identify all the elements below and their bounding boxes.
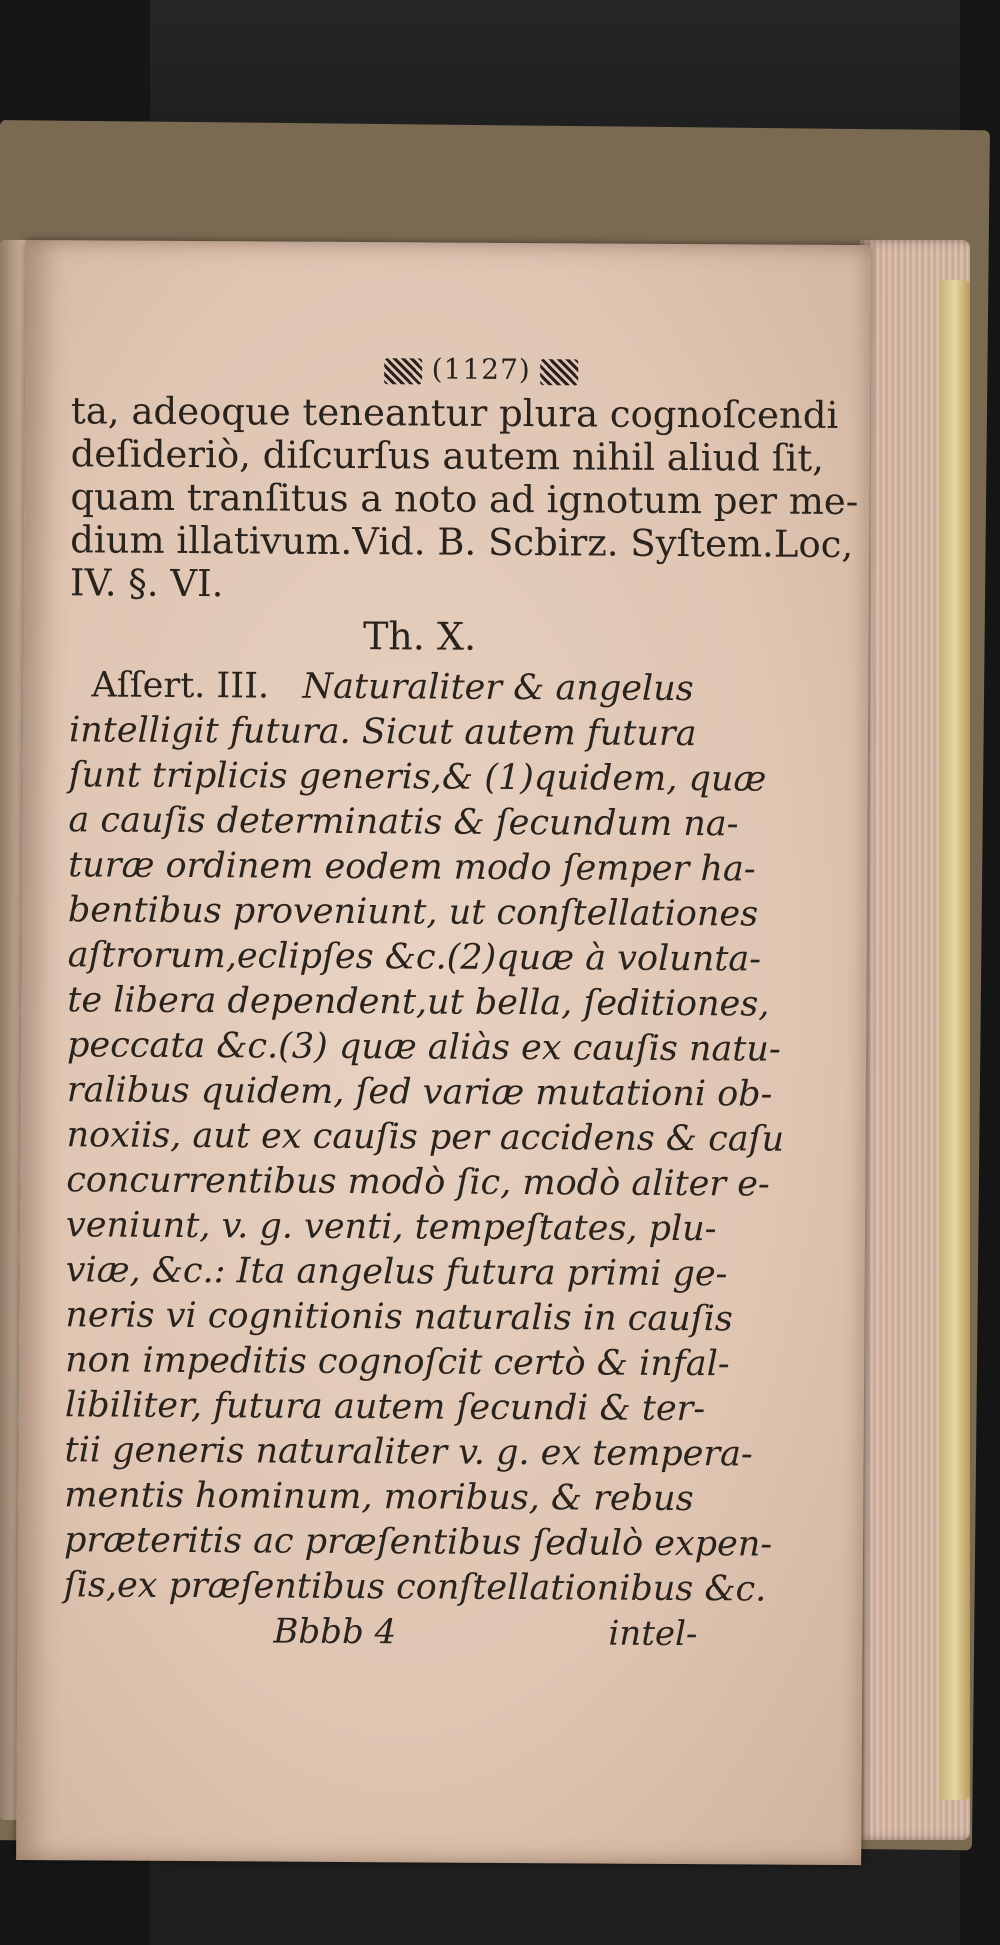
text-line: concurrentibus modò ſic, modò aliter e-	[66, 1160, 770, 1205]
page-header	[71, 350, 831, 388]
assertion-text: Naturaliter & angelus	[302, 666, 694, 710]
text-line: mentis hominum, moribus, & rebus	[64, 1475, 694, 1520]
text-line: ſunt triplicis generis,& (1)quidem, quæ	[68, 755, 767, 800]
text-line: ſis,ex præſentibus conſtellationibus &c.	[63, 1565, 767, 1610]
catchword: intel-	[608, 1613, 698, 1655]
text-line: a cauſis determinatis & ſecundum na-	[68, 800, 739, 845]
body-paragraph	[64, 708, 829, 1613]
text-line: veniunt, v. g. venti, tempeſtates, plu-	[65, 1205, 717, 1250]
text-line: peccata &c.(3) quæ aliàs ex cauſis natu-	[66, 1025, 781, 1070]
text-line: præteritis ac præſentibus ſedulò expen-	[63, 1520, 773, 1565]
text-line: intelligit futura. Sicut autem futura	[68, 710, 697, 755]
text-line: IV. §. VI.	[69, 561, 224, 606]
book-page	[16, 240, 871, 1865]
text-line: neris vi cognitionis naturalis in cauſis	[65, 1295, 733, 1340]
text-line: te libera dependent,ut bella, ſeditiones,	[67, 980, 770, 1025]
ornament-left-icon	[384, 358, 422, 384]
assertion-label: Aſſert. III.	[91, 665, 270, 707]
signature-mark: Bbbb 4	[273, 1611, 397, 1653]
gilt-page-edge	[940, 280, 970, 1800]
text-line: aſtrorum,eclipſes &c.(2)quæ à volunta-	[67, 935, 762, 980]
text-line: noxiis, aut ex cauſis per accidens & caſu	[66, 1115, 785, 1160]
section-heading: Th. X.	[362, 614, 477, 659]
page-footer	[63, 1610, 823, 1665]
text-line: tii generis naturaliter v. g. ex tempera-	[64, 1430, 753, 1475]
assertion-line	[69, 662, 829, 713]
text-line: turæ ordinem eodem modo ſemper ha-	[68, 845, 756, 890]
text-line: ralibus quidem, ſed variæ mutationi ob-	[66, 1070, 773, 1115]
page-text	[63, 350, 859, 1665]
text-line: deſideriò, diſcurſus autem nihil aliud ſit,	[70, 432, 825, 480]
text-line: bentibus proveniunt, ut conſtellationes	[67, 890, 759, 935]
text-line: viæ, &c.: Ita angelus futura primi ge-	[65, 1250, 728, 1295]
page-number: (1127)	[431, 352, 531, 387]
ornament-right-icon	[541, 359, 579, 385]
text-line: quam tranſitus a noto ad ignotum per me-	[70, 475, 859, 524]
top-paragraph	[69, 389, 859, 609]
text-line: ta, adeoque teneantur plura cognoſcendi	[70, 389, 839, 437]
text-line: dium illativum.Vid. B. Scbirz. Syſtem.Loc,	[70, 518, 854, 567]
text-line: libiliter, futura autem ſecundi & ter-	[64, 1385, 706, 1430]
text-line: non impeditis cognoſcit certò & infal-	[65, 1340, 730, 1385]
